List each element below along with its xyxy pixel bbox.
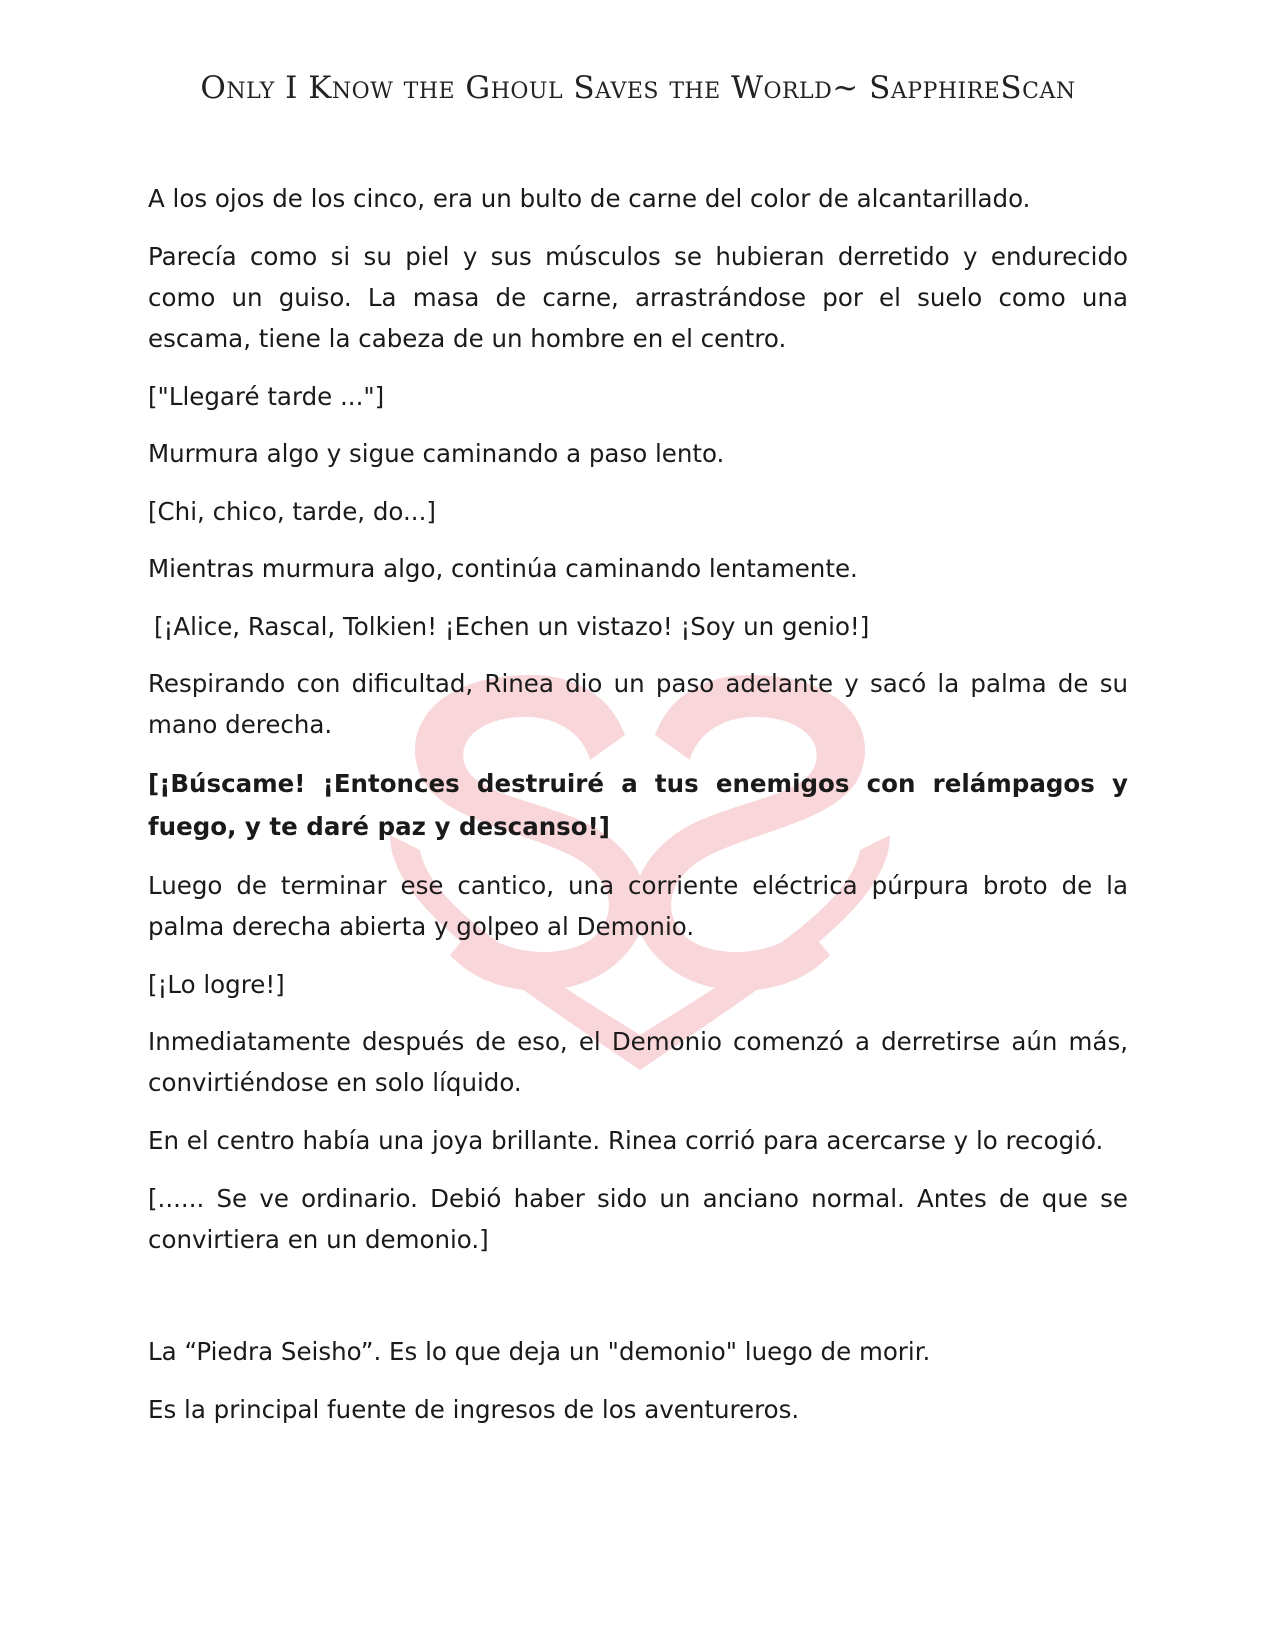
dialog-line: [...... Se ve ordinario. Debió haber sido un anciano normal. Antes de que se convirtiera en un demonio.] [148, 1184, 1128, 1254]
paragraph: Inmediatamente después de eso, el Demonio comenzó a derretirse aún más, convirtiéndose en solo líquido. [148, 1027, 1128, 1097]
paragraph: Es la principal fuente de ingresos de los aventureros. [148, 1395, 800, 1424]
dialog-line: ["Llegaré tarde ..."] [148, 382, 385, 411]
paragraph: Luego de terminar ese cantico, una corriente eléctrica púrpura broto de la palma derecha abierta y golpeo al Demonio. [148, 871, 1128, 941]
paragraph: En el centro había una joya brillante. Rinea corrió para acercarse y lo recogió. [148, 1126, 1104, 1155]
page-header-title: Only I Know the Ghoul Saves the World~ SapphireScan [200, 70, 1076, 106]
dialog-line: [¡Lo logre!] [148, 970, 285, 999]
paragraph: Parecía como si su piel y sus músculos se hubieran derretido y endurecido como un guiso. La masa de carne, arrastrándose por el suelo como una escama, tiene la cabeza de un hombre en el centro. [148, 242, 1128, 353]
paragraph: Respirando con dificultad, Rinea dio un paso adelante y sacó la palma de su mano derecha. [148, 669, 1128, 739]
chant-line: [¡Búscame! ¡Entonces destruiré a tus enemigos con relámpagos y fuego, y te daré paz y descanso!] [148, 769, 1128, 841]
document-body [148, 178, 1128, 1447]
paragraph: La “Piedra Seisho”. Es lo que deja un "demonio" luego de morir. [148, 1337, 931, 1366]
section-gap [148, 1277, 1128, 1331]
dialog-line: [Chi, chico, tarde, do...] [148, 497, 436, 526]
paragraph: A los ojos de los cinco, era un bulto de carne del color de alcantarillado. [148, 184, 1031, 213]
paragraph: Murmura algo y sigue caminando a paso lento. [148, 439, 725, 468]
paragraph: Mientras murmura algo, continúa caminando lentamente. [148, 554, 858, 583]
dialog-line: [¡Alice, Rascal, Tolkien! ¡Echen un vistazo! ¡Soy un genio!] [154, 612, 870, 641]
